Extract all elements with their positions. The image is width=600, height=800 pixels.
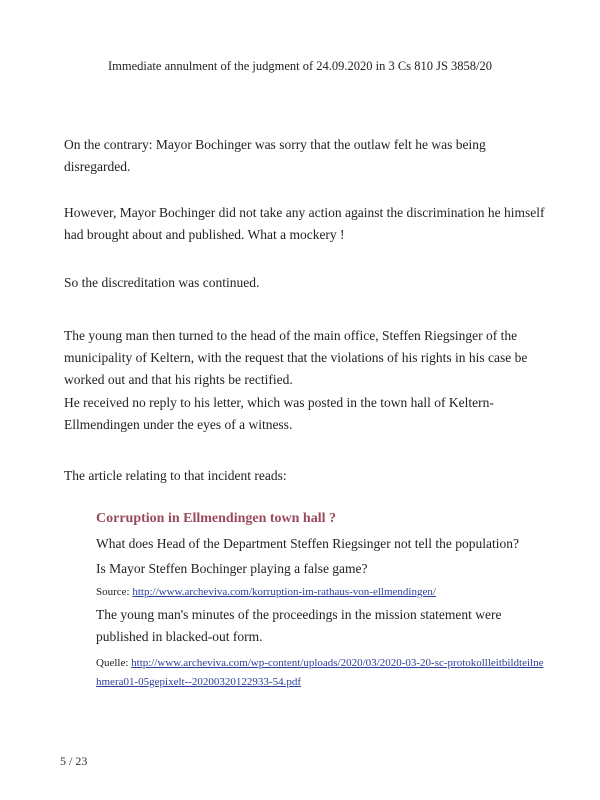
paragraph-3 (64, 272, 554, 294)
paragraph-text: The young man then turned to the head of the main office, Steffen Riegsinger of the municipality of Keltern, with the request that the violations of his rights in his case be worked out and that his rights be rectified. (64, 328, 528, 387)
page-number: 5 / 23 (60, 754, 88, 768)
paragraph-1 (64, 134, 554, 178)
article-line-3: The young man's minutes of the proceedings in the mission statement were published in blacked-out form. (96, 607, 502, 644)
paragraph-2 (64, 202, 554, 246)
page-header: Immediate annulment of the judgment of 24.09.2020 in 3 Cs 810 JS 3858/20 (108, 59, 492, 73)
paragraph-text: He received no reply to his letter, which was posted in the town hall of Keltern-Ellmendingen under the eyes of a witness. (64, 395, 494, 432)
paragraph-text: The article relating to that incident reads: (64, 468, 287, 483)
source-label: Quelle: (96, 657, 129, 669)
source-1 (96, 583, 546, 602)
paragraph-5 (64, 392, 554, 436)
paragraph-text: However, Mayor Bochinger did not take any action against the discrimination he himself had brought about and published. What a mockery ! (64, 205, 545, 242)
article-line-1: What does Head of the Department Steffen Riegsinger not tell the population? (96, 536, 520, 551)
source-2 (96, 654, 546, 692)
source-label: Source: (96, 586, 130, 598)
article-quote (96, 508, 546, 692)
paragraph-4 (64, 325, 554, 391)
paragraph-text: So the discreditation was continued. (64, 275, 260, 290)
source-link[interactable]: http://www.archeviva.com/wp-content/uploads/2020/03/2020-03-20-sc-protokollleitbildteilnehmera01-05gepixelt--20200320122933-54.pdf (96, 657, 544, 688)
article-title: Corruption in Ellmendingen town hall ? (96, 511, 336, 526)
article-line-2: Is Mayor Steffen Bochinger playing a false game? (96, 561, 368, 576)
paragraph-text: On the contrary: Mayor Bochinger was sorry that the outlaw felt he was being disregarded. (64, 137, 486, 174)
paragraph-6 (64, 465, 554, 487)
source-link[interactable]: http://www.archeviva.com/korruption-im-rathaus-von-ellmendingen/ (132, 586, 436, 598)
